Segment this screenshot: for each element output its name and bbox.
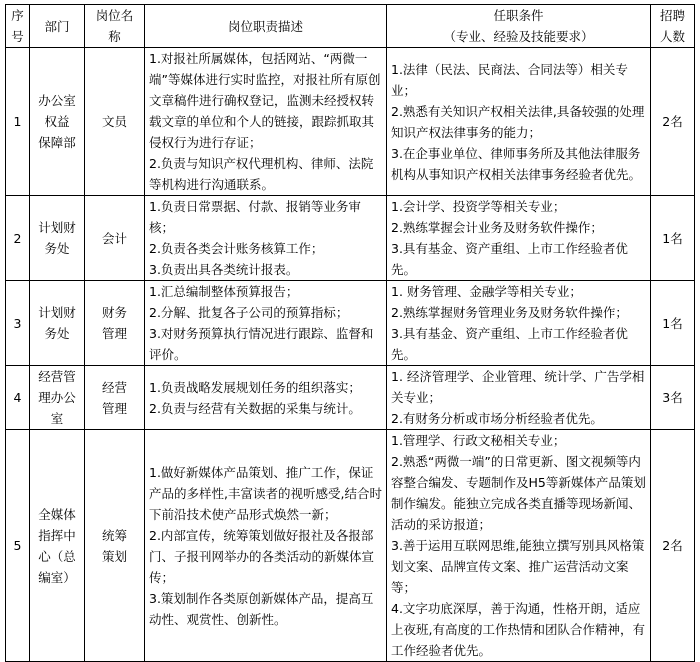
row-duties: 1.做好新媒体产品策划、推广工作，保证产品的多样性,丰富读者的视听感受,结合时下前沿技术使产品形式焕然一新； 2.内部宣传，统筹策划做好报社及各报部门、子报刊网举办的各类活动的新媒体宣传； 3.策划制作各类原创新媒体产品，提高互动性、观赏性、创新性。	[145, 430, 387, 662]
row-requirements: 1.会计学、投资学等相关专业； 2.熟练掌握会计业务及财务软件操作； 3.具有基金、资产重组、上市工作经验者优先。	[387, 196, 651, 281]
header-duties: 岗位职责描述	[145, 5, 387, 48]
row-index: 3	[6, 281, 30, 366]
table-row	[6, 48, 695, 196]
row-position: 财务 管理	[85, 281, 145, 366]
row-position: 会计	[85, 196, 145, 281]
row-requirements: 1. 财务管理、金融学等相关专业； 2.熟练掌握财务管理业务及财务软件操作； 3.具有基金、资产重组、上市工作经验者优先。	[387, 281, 651, 366]
row-index: 1	[6, 48, 30, 196]
row-headcount: 1名	[651, 281, 695, 366]
row-headcount: 1名	[651, 196, 695, 281]
job-requirements-table	[5, 4, 695, 662]
row-requirements: 1.管理学、行政文秘相关专业； 2.熟悉“两微一端”的日常更新、图文视频等内容整合编发、专题制作及H5等新媒体产品策划制作编发。能独立完成各类直播等现场新闻、活动的采访报道； 3.善于运用互联网思维,能独立撰写别具风格策划文案、品牌宣传文案、推广运营活动文案等； 4.文字功底深厚，善于沟通，性格开朗，适应上夜班,有高度的工作热情和团队合作精神，有工作经验者优先。	[387, 430, 651, 662]
row-position: 统筹 策划	[85, 430, 145, 662]
row-requirements: 1.法律（民法、民商法、合同法等）相关专业； 2.熟悉有关知识产权相关法律,具备较强的处理知识产权法律事务的能力； 3.在企事业单位、律师事务所及其他法律服务机构从事知识产权相关法律事务经验者优先。	[387, 48, 651, 196]
table-row	[6, 196, 695, 281]
header-department: 部门	[30, 5, 85, 48]
row-department: 计划财 务处	[30, 196, 85, 281]
row-department: 办公室 权益 保障部	[30, 48, 85, 196]
row-department: 计划财 务处	[30, 281, 85, 366]
header-position: 岗位名 称	[85, 5, 145, 48]
table-row	[6, 366, 695, 430]
row-headcount: 3名	[651, 366, 695, 430]
row-index: 4	[6, 366, 30, 430]
header-index: 序 号	[6, 5, 30, 48]
row-headcount: 2名	[651, 430, 695, 662]
header-headcount: 招聘 人数	[651, 5, 695, 48]
row-index: 5	[6, 430, 30, 662]
row-duties: 1.负责日常票据、付款、报销等业务审核； 2.负责各类会计账务核算工作； 3.负责出具各类统计报表。	[145, 196, 387, 281]
row-position: 文员	[85, 48, 145, 196]
row-requirements: 1. 经济管理学、企业管理、统计学、广告学相关专业； 2.有财务分析或市场分析经验者优先。	[387, 366, 651, 430]
header-requirements: 任职条件 （专业、经验及技能要求）	[387, 5, 651, 48]
row-duties: 1.负责战略发展规划任务的组织落实； 2.负责与经营有关数据的采集与统计。	[145, 366, 387, 430]
table-row	[6, 281, 695, 366]
row-duties: 1.汇总编制整体预算报告； 2.分解、批复各子公司的预算指标； 3.对财务预算执行情况进行跟踪、监督和评价。	[145, 281, 387, 366]
row-department: 全媒体 指挥中 心（总 编室）	[30, 430, 85, 662]
row-duties: 1.对报社所属媒体，包括网站、“两微一端”等媒体进行实时监控，对报社所有原创文章稿件进行确权登记，监测未经授权转载文章的单位和个人的链接，跟踪抓取其侵权行为进行存证； 2.负责与知识产权代理机构、律师、法院等机构进行沟通联系。	[145, 48, 387, 196]
row-index: 2	[6, 196, 30, 281]
header-row	[6, 5, 695, 48]
row-position: 经营 管理	[85, 366, 145, 430]
row-headcount: 2名	[651, 48, 695, 196]
row-department: 经营管 理办公 室	[30, 366, 85, 430]
table-row	[6, 430, 695, 662]
